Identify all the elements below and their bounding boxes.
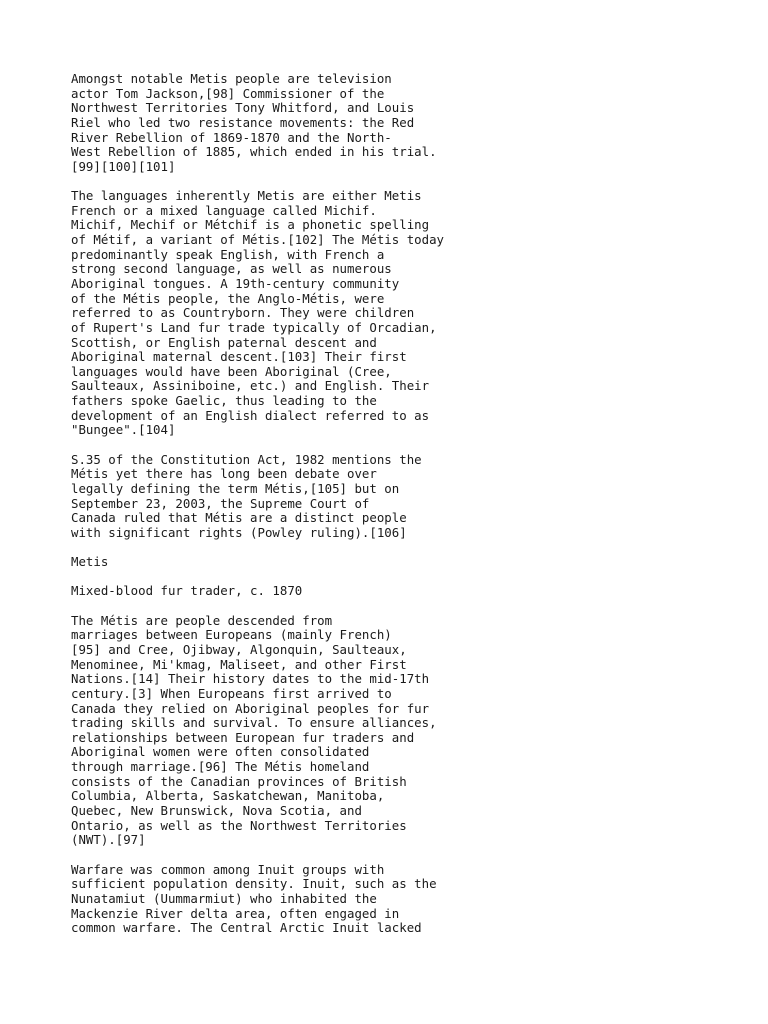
text-line: fathers spoke Gaelic, thus leading to the bbox=[71, 393, 377, 409]
text-line: Métis yet there has long been debate over bbox=[71, 466, 377, 482]
text-line: relationships between European fur traders and bbox=[71, 729, 415, 745]
text-line: of the Métis people, the Anglo-Métis, were bbox=[71, 290, 385, 306]
text-line: Aboriginal tongues. A 19th-century community bbox=[71, 275, 400, 291]
text-line: consists of the Canadian provinces of British bbox=[71, 773, 407, 789]
text-line: marriages between Europeans (mainly French) bbox=[71, 627, 392, 643]
text-line: referred to as Countryborn. They were children bbox=[71, 305, 415, 321]
text-line: [99][100][101] bbox=[71, 158, 176, 174]
text-line: S.35 of the Constitution Act, 1982 mentions the bbox=[71, 451, 422, 467]
text-line: strong second language, as well as numerous bbox=[71, 261, 392, 277]
text-line: Riel who led two resistance movements: the Red bbox=[71, 114, 415, 130]
text-line: Warfare was common among Inuit groups with bbox=[71, 861, 385, 877]
text-line: legally defining the term Métis,[105] but on bbox=[71, 480, 400, 496]
text-line: Aboriginal maternal descent.[103] Their first bbox=[71, 349, 407, 365]
text-line: trading skills and survival. To ensure alliances, bbox=[71, 715, 437, 731]
text-line: Aboriginal women were often consolidated bbox=[71, 744, 370, 760]
text-line: Menominee, Mi'kmag, Maliseet, and other First bbox=[71, 656, 407, 672]
paragraph-constitution-act bbox=[71, 453, 711, 541]
text-line: predominantly speak English, with French a bbox=[71, 246, 385, 262]
text-line: Mixed-blood fur trader, c. 1870 bbox=[71, 583, 303, 599]
text-line: Mackenzie River delta area, often engaged in bbox=[71, 905, 400, 921]
text-line: Canada they relied on Aboriginal peoples for fur bbox=[71, 700, 430, 716]
document-page bbox=[71, 72, 711, 950]
paragraph-languages bbox=[71, 189, 711, 438]
paragraph-inuit-warfare bbox=[71, 863, 711, 936]
text-line: with significant rights (Powley ruling).[106] bbox=[71, 524, 407, 540]
text-line: "Bungee".[104] bbox=[71, 422, 176, 438]
text-line: The Métis are people descended from bbox=[71, 612, 333, 628]
text-line: Columbia, Alberta, Saskatchewan, Manitoba, bbox=[71, 788, 385, 804]
text-line: [95] and Cree, Ojibway, Algonquin, Saulteaux, bbox=[71, 641, 407, 657]
text-line: September 23, 2003, the Supreme Court of bbox=[71, 495, 370, 511]
text-line: River Rebellion of 1869-1870 and the North- bbox=[71, 129, 392, 145]
text-line: through marriage.[96] The Métis homeland bbox=[71, 759, 370, 775]
paragraph-notable-metis bbox=[71, 72, 711, 174]
text-line: actor Tom Jackson,[98] Commissioner of the bbox=[71, 85, 385, 101]
paragraph-metis-heading bbox=[71, 555, 711, 570]
text-line: century.[3] When Europeans first arrived to bbox=[71, 685, 392, 701]
text-line: (NWT).[97] bbox=[71, 832, 146, 848]
text-line: of Rupert's Land fur trade typically of Orcadian, bbox=[71, 319, 437, 335]
text-line: French or a mixed language called Michif. bbox=[71, 202, 377, 218]
text-line: Amongst notable Metis people are television bbox=[71, 71, 392, 86]
paragraph-metis-origins bbox=[71, 614, 711, 848]
text-line: of Métif, a variant of Métis.[102] The Métis today bbox=[71, 232, 444, 248]
text-line: Michif, Mechif or Métchif is a phonetic spelling bbox=[71, 217, 430, 233]
text-line: Saulteaux, Assiniboine, etc.) and English. Their bbox=[71, 378, 430, 394]
text-line: common warfare. The Central Arctic Inuit lacked bbox=[71, 920, 422, 936]
text-line: West Rebellion of 1885, which ended in his trial. bbox=[71, 144, 437, 160]
text-line: Nunatamiut (Uummarmiut) who inhabited the bbox=[71, 890, 377, 906]
text-line: Metis bbox=[71, 554, 109, 570]
text-line: sufficient population density. Inuit, such as the bbox=[71, 876, 437, 892]
text-line: Northwest Territories Tony Whitford, and Louis bbox=[71, 100, 415, 116]
text-line: Scottish, or English paternal descent and bbox=[71, 334, 377, 350]
text-line: Nations.[14] Their history dates to the mid-17th bbox=[71, 671, 430, 687]
text-line: languages would have been Aboriginal (Cree, bbox=[71, 363, 392, 379]
text-line: The languages inherently Metis are either Metis bbox=[71, 188, 422, 204]
text-line: Quebec, New Brunswick, Nova Scotia, and bbox=[71, 803, 362, 819]
text-line: Canada ruled that Métis are a distinct people bbox=[71, 510, 407, 526]
paragraph-caption bbox=[71, 584, 711, 599]
text-line: development of an English dialect referred to as bbox=[71, 407, 430, 423]
text-line: Ontario, as well as the Northwest Territories bbox=[71, 817, 407, 833]
